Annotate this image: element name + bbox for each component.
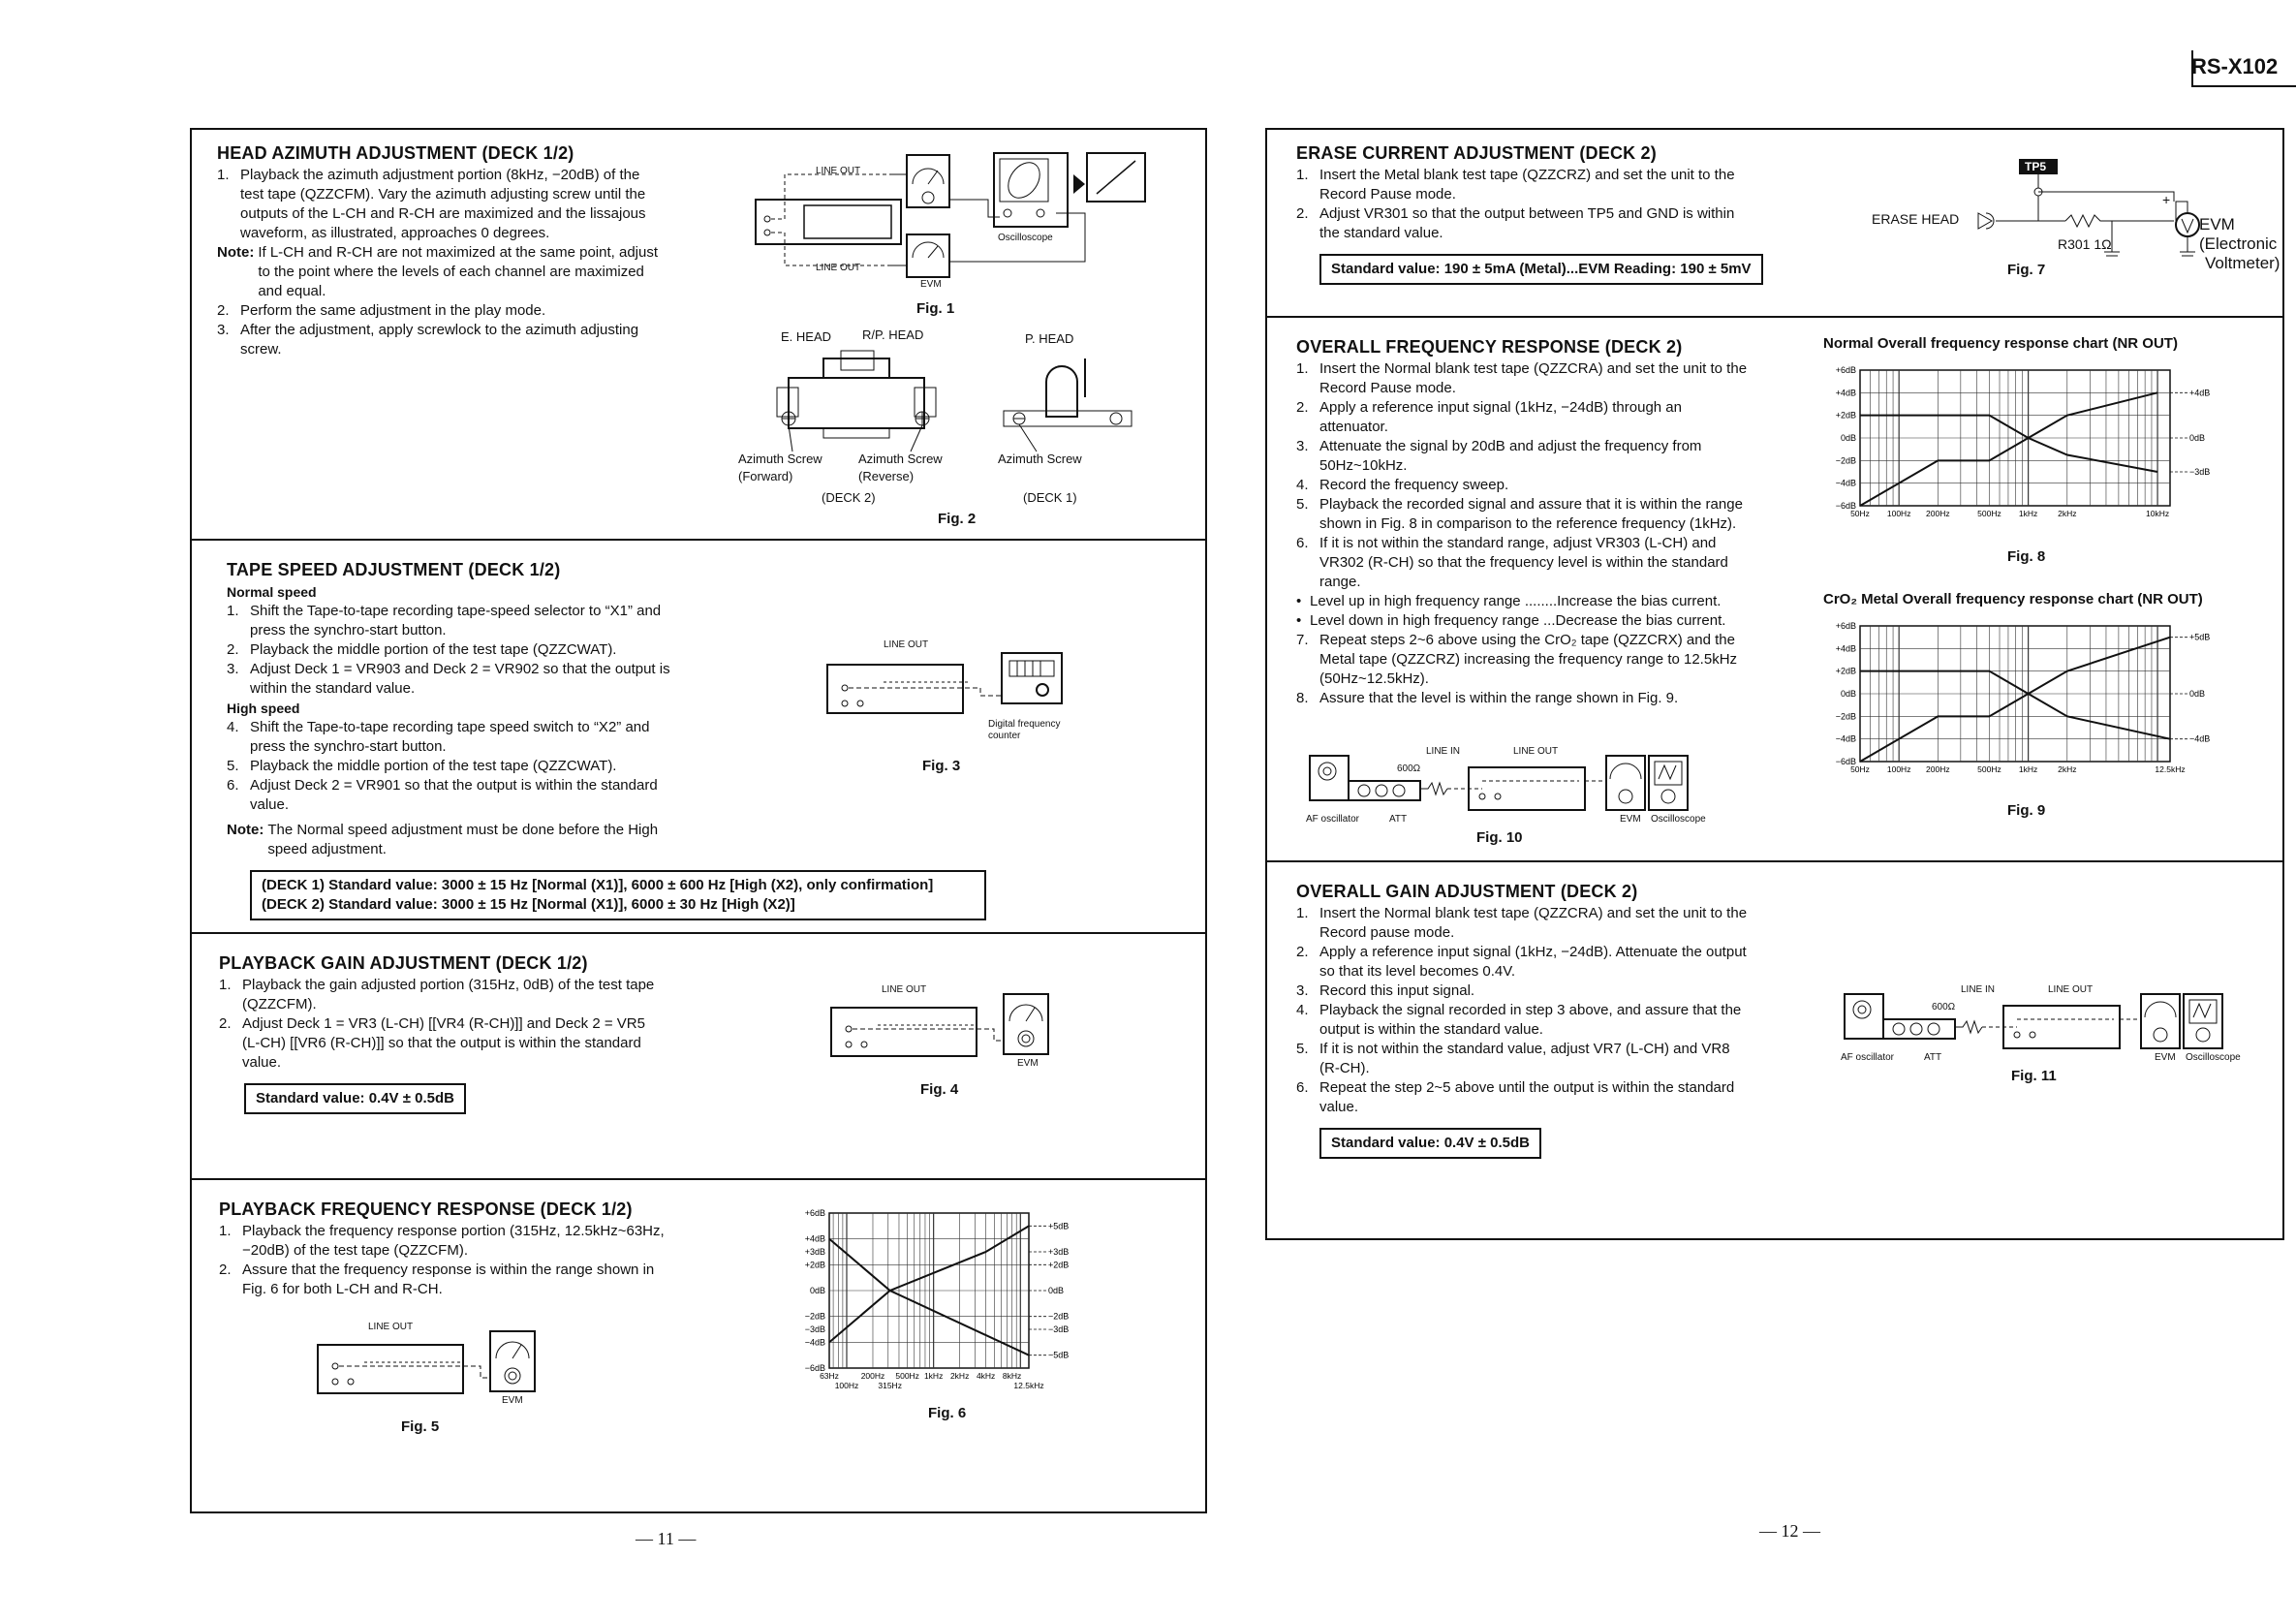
erase-current-title: ERASE CURRENT ADJUSTMENT (DECK 2)	[1296, 143, 1657, 163]
divider-2	[190, 932, 1207, 934]
fig8-tick-left: −2dB	[1835, 455, 1856, 466]
fig2-az-p: Azimuth Screw	[998, 452, 1082, 466]
model-rule-horizontal	[2191, 85, 2296, 87]
fig6-tick-x: 315Hz	[878, 1381, 902, 1390]
fig1-evm-label: EVM	[920, 279, 942, 290]
fig6-tick-right: +3dB	[1048, 1247, 1070, 1257]
fig6-tick-x: 8kHz	[1002, 1371, 1022, 1381]
fig8-tick-x: 2kHz	[2058, 509, 2077, 518]
fig1-diagram	[746, 145, 1153, 291]
fig5-line-out: LINE OUT	[368, 1322, 414, 1332]
step: 2. Apply a reference input signal (1kHz, −24dB) through an attenuator.	[1296, 399, 1682, 435]
fig4-label: Fig. 4	[920, 1081, 959, 1098]
playback-freq-section	[219, 1199, 665, 1299]
fig11-oscilloscope: Oscilloscope	[2186, 1052, 2241, 1063]
fig8-tick-right: +4dB	[2189, 388, 2211, 398]
fig7-erase-head: ERASE HEAD	[1872, 211, 1960, 227]
fig6-tick-left: −2dB	[804, 1311, 825, 1322]
fig11-diagram	[1843, 992, 2230, 1060]
step: 2. Adjust VR301 so that the output between TP5 and GND is within the standard value.	[1296, 205, 1735, 241]
overall-freq-title: OVERALL FREQUENCY RESPONSE (DECK 2)	[1296, 337, 1683, 357]
fig6-series-1	[829, 1239, 1029, 1355]
fig8-tick-x: 100Hz	[1886, 509, 1911, 518]
fig9-tick-left: +2dB	[1835, 666, 1856, 676]
fig9-tick-x: 50Hz	[1850, 764, 1870, 774]
deck1-standard: (DECK 1) Standard value: 3000 ± 15 Hz [Normal (X1)], 6000 ± 600 Hz [High (X2), only confirmation]	[262, 877, 934, 893]
fig5-label: Fig. 5	[401, 1418, 440, 1435]
fig1-oscilloscope-label: Oscilloscope	[998, 233, 1053, 243]
step: 3. After the adjustment, apply screwlock to the azimuth adjusting screw.	[217, 322, 639, 358]
fig8-tick-x: 1kHz	[2018, 509, 2038, 518]
step: 4. Playback the signal recorded in step 3 above, and assure that the output is within the standard value.	[1296, 1002, 1742, 1038]
fig8-series-1	[1860, 416, 2157, 472]
fig6-tick-x: 2kHz	[949, 1371, 970, 1381]
step: 2. Apply a reference input signal (1kHz, −24dB). Attenuate the output so that its level becomes 0.4V.	[1296, 944, 1747, 980]
erase-current-section	[1296, 143, 1752, 243]
fig6-tick-right: −3dB	[1048, 1324, 1070, 1334]
fig8-tick-right: 0dB	[2189, 433, 2206, 443]
fig9-tick-left: 0dB	[1840, 689, 1856, 699]
fig8-tick-left: +6dB	[1835, 365, 1856, 375]
fig2-e-head: E. HEAD	[781, 329, 832, 344]
fig3-counter-2: counter	[988, 731, 1021, 741]
fig2-rp-head: R/P. HEAD	[862, 327, 924, 342]
fig9-tick-right: 0dB	[2189, 689, 2206, 699]
fig4-evm: EVM	[1017, 1058, 1039, 1069]
fig9-tick-x: 1kHz	[2018, 764, 2038, 774]
divider-1	[190, 539, 1207, 541]
fig1-line-out-top: LINE OUT	[816, 166, 861, 176]
overall-freq-section	[1296, 337, 1752, 708]
fig8-label: Fig. 8	[2007, 548, 2046, 565]
playback-gain-standard-box: Standard value: 0.4V ± 0.5dB	[244, 1083, 466, 1114]
step: 6. Repeat the step 2~5 above until the output is within the standard value.	[1296, 1079, 1735, 1115]
fig10-af-oscillator: AF oscillator	[1306, 814, 1360, 825]
fig9-tick-left: −2dB	[1835, 711, 1856, 722]
fig9-tick-x: 500Hz	[1977, 764, 2001, 774]
playback-freq-title: PLAYBACK FREQUENCY RESPONSE (DECK 1/2)	[219, 1199, 633, 1219]
fig6-tick-right: +5dB	[1048, 1221, 1070, 1231]
fig2-deck2: (DECK 2)	[822, 490, 876, 505]
fig8-series-2	[1860, 392, 2157, 506]
fig8-tick-x: 500Hz	[1977, 509, 2001, 518]
fig1-line-out-bottom: LINE OUT	[816, 263, 861, 273]
fig6-tick-x: 12.5kHz	[1013, 1381, 1044, 1390]
tape-speed-section	[227, 560, 672, 859]
fig3-diagram	[825, 651, 1077, 729]
erase-current-standard-box: Standard value: 190 ± 5mA (Metal)...EVM Reading: 190 ± 5mV	[1319, 254, 1763, 285]
fig6-tick-left: +6dB	[804, 1208, 825, 1218]
fig10-line-out: LINE OUT	[1513, 746, 1559, 757]
fig8-chart	[1821, 360, 2228, 535]
page-number-left: — 11 —	[636, 1529, 697, 1548]
fig9-tick-x: 12.5kHz	[2155, 764, 2186, 774]
fig7-evm-2: (Electronic	[2199, 234, 2278, 253]
deck2-standard: (DECK 2) Standard value: 3000 ± 15 Hz [Normal (X1)], 6000 ± 30 Hz [High (X2)]	[262, 896, 795, 913]
step: 5. If it is not within the standard value, adjust VR7 (L-CH) and VR8 (R-CH).	[1296, 1041, 1730, 1076]
overall-gain-title: OVERALL GAIN ADJUSTMENT (DECK 2)	[1296, 882, 1638, 901]
step: 1. Insert the Metal blank test tape (QZZCRZ) and set the unit to the Record Pause mode.	[1296, 167, 1735, 202]
note: Note: If L-CH and R-CH are not maximized at the same point, adjust to the point where the levels of each channel are maximized and equal.	[217, 244, 659, 299]
fig11-line-out: LINE OUT	[2048, 984, 2094, 995]
fig6-tick-x: 100Hz	[834, 1381, 859, 1390]
fig8-tick-left: +4dB	[1835, 388, 1856, 398]
step: 4. Shift the Tape-to-tape recording tape speed switch to “X2” and press the synchro-start button.	[227, 719, 650, 755]
fig6-chart	[775, 1205, 1085, 1399]
step: 1. Insert the Normal blank test tape (QZZCRA) and set the unit to the Record Pause mode.	[1296, 360, 1748, 396]
step: 3. Record this input signal.	[1296, 982, 1475, 999]
fig6-tick-right: −5dB	[1048, 1350, 1070, 1360]
fig8-tick-right: −3dB	[2189, 467, 2211, 477]
step: 1. Playback the gain adjusted portion (315Hz, 0dB) of the test tape (QZZCFM).	[219, 977, 655, 1012]
fig9-tick-x: 200Hz	[1926, 764, 1950, 774]
fig6-tick-right: 0dB	[1048, 1286, 1065, 1295]
fig6-tick-x: 200Hz	[860, 1371, 885, 1381]
fig2-deck1: (DECK 1)	[1023, 490, 1077, 505]
fig10-oscilloscope: Oscilloscope	[1651, 814, 1706, 825]
fig11-label: Fig. 11	[2011, 1068, 2057, 1084]
overall-gain-standard-box: Standard value: 0.4V ± 0.5dB	[1319, 1128, 1541, 1159]
fig9-title: CrO₂ Metal Overall frequency response chart (NR OUT)	[1823, 591, 2203, 608]
fig9-tick-left: −6dB	[1835, 757, 1856, 766]
playback-gain-title: PLAYBACK GAIN ADJUSTMENT (DECK 1/2)	[219, 953, 588, 973]
fig2-p-head: P. HEAD	[1025, 331, 1074, 346]
step: 5. Playback the recorded signal and assure that it is within the range shown in Fig. 8 in comparison to the reference frequency (1kHz).	[1296, 496, 1743, 532]
step: 2. Perform the same adjustment in the play mode.	[217, 302, 546, 319]
fig11-line-in: LINE IN	[1961, 984, 1996, 995]
fig9-series-1	[1860, 671, 2170, 739]
step: 2. Adjust Deck 1 = VR3 (L-CH) [[VR4 (R-CH)]] and Deck 2 = VR5 (L-CH) [[VR6 (R-CH)]] so that the output is within the standard value.	[219, 1015, 645, 1071]
bullet-level-up: • Level up in high frequency range ........Increase the bias current.	[1296, 593, 1722, 609]
fig11-600-ohm: 600Ω	[1932, 1002, 1956, 1012]
divider-r2	[1265, 860, 2284, 862]
fig3-label: Fig. 3	[922, 758, 961, 774]
fig10-label: Fig. 10	[1476, 829, 1523, 846]
fig6-tick-x: 500Hz	[895, 1371, 919, 1381]
tape-speed-standard-box	[250, 870, 986, 920]
step: 2. Playback the middle portion of the test tape (QZZCWAT).	[227, 641, 617, 658]
step: 3. Adjust Deck 1 = VR903 and Deck 2 = VR902 so that the output is within the standard value.	[227, 661, 670, 697]
normal-speed-subtitle: Normal speed	[227, 584, 317, 600]
divider-r1	[1265, 316, 2284, 318]
fig6-label: Fig. 6	[928, 1405, 967, 1421]
fig6-tick-x: 1kHz	[923, 1371, 944, 1381]
head-azimuth-title: HEAD AZIMUTH ADJUSTMENT (DECK 1/2)	[217, 143, 574, 163]
fig10-line-in: LINE IN	[1426, 746, 1461, 757]
step: 6. Adjust Deck 2 = VR901 so that the output is within the standard value.	[227, 777, 658, 813]
step: 1. Playback the frequency response portion (315Hz, 12.5kHz~63Hz, −20dB) of the test tape (QZZCFM).	[219, 1223, 665, 1259]
step: 1. Playback the azimuth adjustment portion (8kHz, −20dB) of the test tape (QZZCFM). Vary the azimuth adjusting screw until the outputs of the L-CH and R-CH are maximized and the lissajous waveform, as illustrated, approaches 0 degrees.	[217, 167, 646, 241]
fig6-tick-left: +3dB	[804, 1247, 825, 1257]
fig9-chart	[1821, 616, 2228, 791]
head-azimuth-section	[217, 143, 663, 359]
fig6-tick-right: −2dB	[1048, 1311, 1070, 1322]
fig6-tick-left: +4dB	[804, 1233, 825, 1244]
fig8-tick-left: +2dB	[1835, 410, 1856, 421]
fig11-att: ATT	[1924, 1052, 1942, 1063]
fig6-tick-left: +2dB	[804, 1260, 825, 1270]
fig11-evm: EVM	[2155, 1052, 2176, 1063]
fig9-tick-x: 100Hz	[1886, 764, 1911, 774]
note: Note: The Normal speed adjustment must be done before the High speed adjustment.	[227, 822, 659, 857]
step: 1. Shift the Tape-to-tape recording tape-speed selector to “X1” and press the synchro-start button.	[227, 603, 662, 639]
fig8-tick-x: 50Hz	[1850, 509, 1870, 518]
fig6-tick-left: −6dB	[804, 1363, 825, 1373]
tape-speed-title: TAPE SPEED ADJUSTMENT (DECK 1/2)	[227, 560, 561, 579]
fig7-tp5: TP5	[2025, 160, 2047, 173]
fig6-tick-x: 63Hz	[820, 1371, 839, 1381]
fig10-600-ohm: 600Ω	[1397, 763, 1421, 774]
step: 1. Insert the Normal blank test tape (QZZCRA) and set the unit to the Record pause mode.	[1296, 905, 1748, 941]
overall-gain-section	[1296, 882, 1752, 1117]
fig9-tick-left: +4dB	[1835, 643, 1856, 654]
step: 5. Playback the middle portion of the test tape (QZZCWAT).	[227, 758, 617, 774]
fig6-tick-left: −3dB	[804, 1324, 825, 1334]
fig6-tick-left: −4dB	[804, 1337, 825, 1348]
fig3-counter-1: Digital frequency	[988, 719, 1061, 730]
fig10-evm: EVM	[1620, 814, 1641, 825]
fig2-label: Fig. 2	[938, 511, 977, 527]
fig7-label: Fig. 7	[2007, 262, 2046, 278]
fig2-forward: (Forward)	[738, 469, 793, 483]
fig8-tick-x: 200Hz	[1926, 509, 1950, 518]
fig9-tick-left: −4dB	[1835, 733, 1856, 744]
page-number-right: — 12 —	[1759, 1521, 1820, 1541]
step: 6. If it is not within the standard range, adjust VR303 (L-CH) and VR302 (R-CH) so that the frequency level is within the standard range.	[1296, 535, 1728, 590]
fig6-tick-left: 0dB	[809, 1286, 825, 1295]
step: 8. Assure that the level is within the range shown in Fig. 9.	[1296, 690, 1679, 706]
high-speed-subtitle: High speed	[227, 701, 300, 716]
fig8-tick-left: −4dB	[1835, 478, 1856, 488]
step: 3. Attenuate the signal by 20dB and adjust the frequency from 50Hz~10kHz.	[1296, 438, 1702, 474]
fig4-line-out: LINE OUT	[882, 984, 927, 995]
fig9-tick-right: +5dB	[2189, 632, 2211, 642]
playback-gain-section	[219, 953, 665, 1073]
step: 7. Repeat steps 2~6 above using the CrO₂ tape (QZZCRX) and the Metal tape (QZZCRZ) increasing the frequency range to 12.5kHz (50Hz~12.5kHz).	[1296, 632, 1738, 687]
model-id: RS-X102	[2191, 54, 2279, 78]
fig2-diagram	[775, 349, 1124, 455]
fig6-series-2	[829, 1226, 1029, 1342]
step: 2. Assure that the frequency response is within the range shown in Fig. 6 for both L-CH and R-CH.	[219, 1262, 655, 1297]
fig7-r301: R301 1Ω	[2058, 236, 2112, 252]
fig3-line-out: LINE OUT	[884, 639, 929, 650]
bullet-level-down: • Level down in high frequency range ...Decrease the bias current.	[1296, 612, 1726, 629]
fig8-tick-left: −6dB	[1835, 501, 1856, 511]
fig1-label: Fig. 1	[916, 300, 955, 317]
fig8-tick-x: 10kHz	[2146, 509, 2170, 518]
fig9-tick-left: +6dB	[1835, 621, 1856, 631]
fig9-tick-x: 2kHz	[2058, 764, 2077, 774]
divider-3	[190, 1178, 1207, 1180]
fig7-plus: +	[2162, 192, 2171, 207]
fig2-az-reverse: Azimuth Screw	[858, 452, 943, 466]
fig2-az-forward: Azimuth Screw	[738, 452, 822, 466]
step: 4. Record the frequency sweep.	[1296, 477, 1509, 493]
fig6-tick-right: +2dB	[1048, 1260, 1070, 1270]
fig7-evm-3: Voltmeter)	[2205, 254, 2280, 272]
fig8-title: Normal Overall frequency response chart (NR OUT)	[1823, 335, 2178, 352]
fig9-series-2	[1860, 638, 2170, 762]
fig10-diagram	[1308, 754, 1695, 822]
fig2-reverse: (Reverse)	[858, 469, 915, 483]
fig6-tick-x: 4kHz	[976, 1371, 996, 1381]
fig5-evm: EVM	[502, 1395, 523, 1406]
fig10-att: ATT	[1389, 814, 1408, 825]
fig9-label: Fig. 9	[2007, 802, 2046, 819]
fig9-tick-right: −4dB	[2189, 733, 2211, 744]
fig11-af-oscillator: AF oscillator	[1841, 1052, 1895, 1063]
fig7-evm: EVM	[2199, 215, 2235, 234]
fig8-tick-left: 0dB	[1840, 433, 1856, 443]
